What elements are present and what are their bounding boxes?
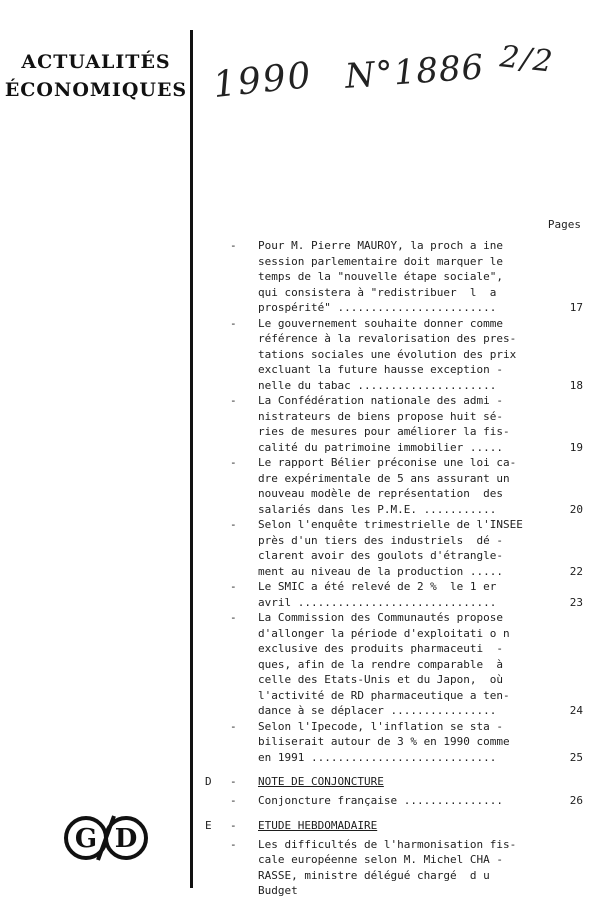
toc-entry-line: Les difficultés de l'harmonisation fis- [258, 837, 517, 851]
toc-entry-line: cale européenne selon M. Michel CHA - [258, 853, 504, 866]
toc-entry [230, 393, 585, 455]
toc-entry-line: Le gouvernement souhaite donner comme [258, 316, 504, 330]
toc-entry-line: nelle du tabac ..................... [258, 378, 497, 392]
toc-entry-line: ries de mesures pour améliorer la fis- [258, 425, 510, 438]
masthead-line-2: ÉCONOMIQUES [4, 79, 188, 101]
section-letter: D [205, 775, 212, 788]
section-title: ETUDE HEBDOMADAIRE [258, 818, 378, 832]
section-dash: - [230, 818, 237, 832]
toc-entry-line: La Commission des Communautés propose [258, 611, 504, 624]
toc-entry-line: Pour M. Pierre MAUROY, la proch a ine [258, 239, 504, 252]
toc-entry-line: session parlementaire doit marquer le [258, 254, 504, 268]
toc-entry [230, 455, 585, 517]
toc-entry-page: 20 [569, 502, 583, 516]
toc-entry-line: exclusive des produits pharmaceuti - [258, 642, 504, 655]
toc-entry-page: 23 [569, 595, 583, 609]
toc-entry-page: 17 [569, 301, 583, 314]
toc-entry [230, 610, 585, 719]
toc-entry-line: en 1991 ............................ [258, 750, 497, 764]
svg-text:G: G [74, 824, 98, 854]
toc-entry-page: 18 [569, 378, 583, 392]
toc-entry [230, 793, 585, 809]
toc-entry [230, 837, 585, 899]
toc-entry-dash: - [230, 394, 237, 407]
toc-entry-page: 22 [569, 564, 583, 578]
toc-entry [230, 579, 585, 610]
toc-entry-line: Selon l'Ipecode, l'inflation se sta - [258, 719, 504, 733]
masthead [4, 48, 188, 104]
toc-entry-page: 25 [569, 750, 583, 764]
toc-entry-line: Conjoncture française ............... [258, 794, 504, 807]
toc-entry-line: Le rapport Bélier préconise une loi ca- [258, 456, 517, 469]
handwritten-issue-number: N°1886 [343, 47, 486, 97]
toc-entry-dash: - [230, 611, 237, 624]
toc-entry-line: temps de la "nouvelle étape sociale", [258, 270, 504, 283]
section-dash: - [230, 775, 237, 788]
toc-entry-dash: - [230, 239, 237, 252]
vertical-divider [190, 30, 193, 888]
toc-entry-dash: - [230, 580, 237, 593]
toc-entry-line: référence à la revalorisation des pres- [258, 332, 517, 345]
section-title: NOTE DE CONJONCTURE [258, 775, 384, 788]
toc-entry-line: RASSE, ministre délégué chargé d u [258, 868, 490, 882]
svg-text:D: D [114, 824, 138, 854]
toc-entry-line: excluant la future hausse exception - [258, 363, 504, 376]
toc-entry [230, 719, 585, 766]
left-column [0, 0, 188, 900]
toc-entry-page: 26 [569, 794, 583, 807]
toc-entry-line: clarent avoir des goulots d'étrangle- [258, 549, 504, 562]
toc-entry-line: salariés dans les P.M.E. ........... [258, 502, 497, 516]
toc-entry-line: Budget [258, 884, 298, 897]
toc-entry-line: ques, afin de la rendre comparable à [258, 657, 504, 671]
toc-entry-line: qui consistera à "redistribuer l a [258, 285, 497, 299]
toc-entry-line: dance à se déplacer ................ [258, 704, 497, 717]
toc-entry-page: 19 [569, 440, 583, 454]
toc-entry-line: tations sociales une évolution des prix [258, 347, 517, 361]
toc-entry-line: biliserait autour de 3 % en 1990 comme [258, 735, 510, 748]
masthead-line-1: ACTUALITÉS [21, 51, 171, 73]
toc-entry-line: près d'un tiers des industriels dé - [258, 533, 504, 547]
toc-entry-line: ment au niveau de la production ..... [258, 564, 504, 578]
toc-entry-line: calité du patrimoine immobilier ..... [258, 440, 504, 454]
toc-entry-line: avril .............................. [258, 595, 497, 609]
toc-entry-dash: - [230, 456, 237, 469]
table-of-contents [205, 238, 585, 899]
logo-icon [58, 810, 154, 866]
section-letter: E [205, 818, 212, 832]
toc-entry-line: l'activité de RD pharmaceutique a ten- [258, 688, 510, 702]
handwritten-page-fraction: 2/2 [498, 39, 556, 80]
toc-entry-dash: - [230, 837, 237, 851]
section-heading-d [205, 774, 585, 793]
toc-entry-line: dre expérimentale de 5 ans assurant un [258, 471, 510, 485]
toc-entry-line: prospérité" ........................ [258, 301, 497, 314]
toc-entry-dash: - [230, 794, 237, 807]
toc-entry-dash: - [230, 719, 237, 733]
toc-entry-line: d'allonger la période d'exploitati o n [258, 626, 510, 640]
pages-column-header: Pages [547, 218, 581, 231]
toc-entry-line: nouveau modèle de représentation des [258, 487, 504, 500]
toc-entry [230, 238, 585, 316]
handwritten-year: 1990 [211, 54, 315, 107]
section-heading-e [205, 818, 585, 837]
toc-entry-dash: - [230, 518, 237, 531]
toc-entry-dash: - [230, 316, 237, 330]
toc-entry-line: nistrateurs de biens propose huit sé- [258, 409, 504, 423]
toc-entry-line: Le SMIC a été relevé de 2 % le 1 er [258, 580, 497, 593]
toc-entry [230, 517, 585, 579]
toc-entry-page: 24 [569, 704, 583, 717]
toc-entry-line: Selon l'enquête trimestrielle de l'INSEE [258, 518, 523, 531]
toc-entry-line: celle des Etats-Unis et du Japon, où [258, 673, 504, 686]
toc-entry [230, 316, 585, 394]
toc-entry-line: La Confédération nationale des admi - [258, 394, 504, 407]
